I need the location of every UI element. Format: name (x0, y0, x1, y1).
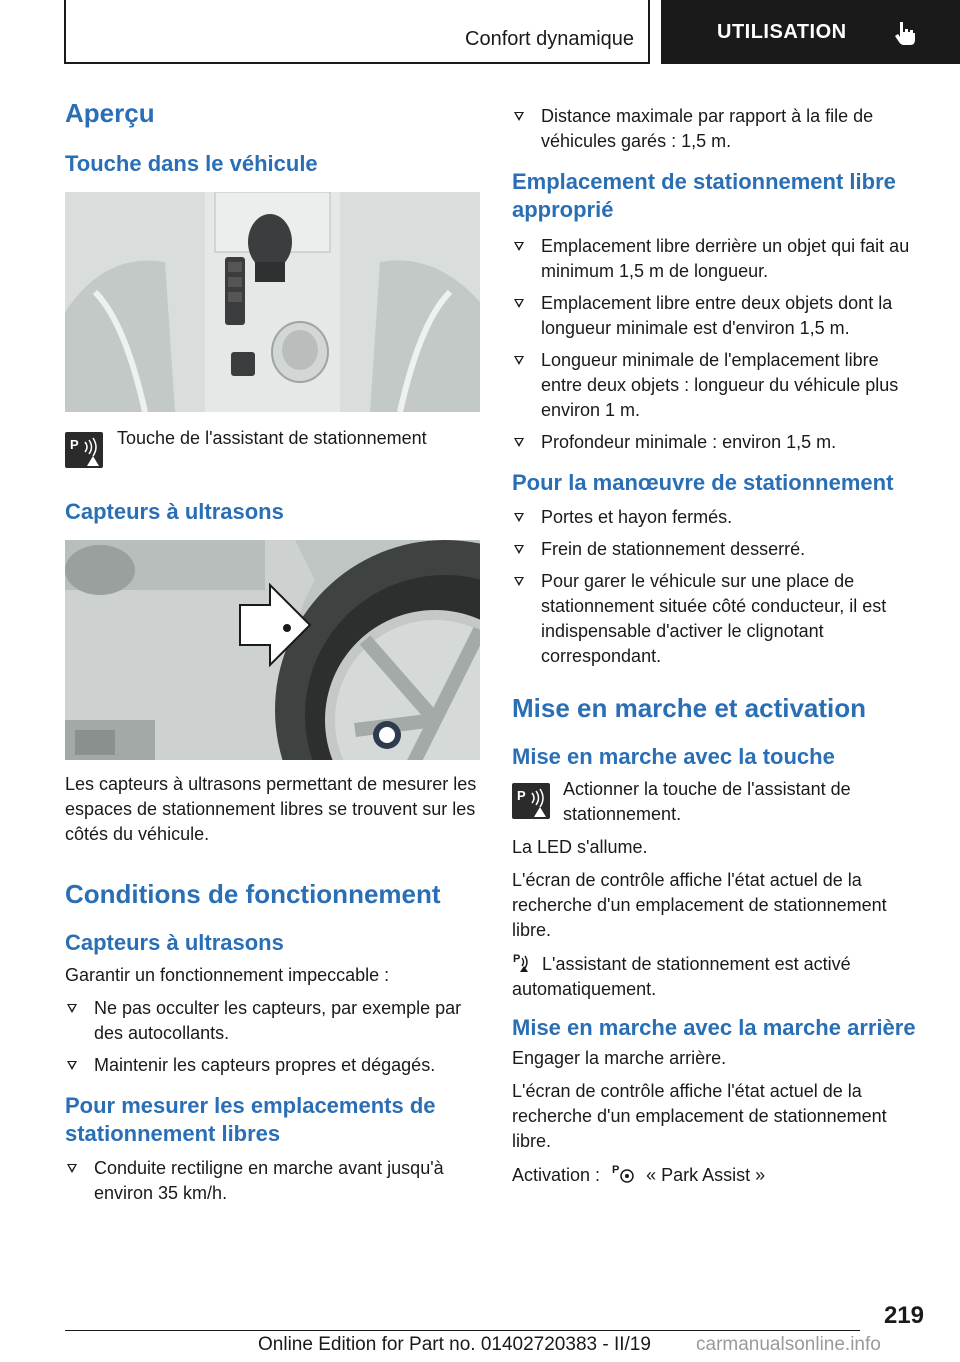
capteurs-text: Les capteurs à ultrasons permettant de mesurer les espaces de stationnement libres se trouvent sur les côtés du véhicule. (65, 774, 477, 844)
heading-mise-touche: Mise en marche avec la touche (512, 744, 835, 769)
ecran-text-2: L'écran de contrôle affiche l'état actuel de la recherche d'un emplacement de stationnement libre. (512, 1081, 887, 1151)
heading-mesurer: Pour mesurer les emplacements de stationnement libres (65, 1093, 436, 1146)
section-title: Confort dynamique (465, 28, 634, 50)
chapter-tab (661, 0, 960, 64)
heading-emplacement: Emplacement de stationnement libre approprié (512, 169, 896, 222)
actionner-row (512, 777, 924, 827)
park-assist-menu-icon (611, 1162, 637, 1184)
mesurer-list (65, 1156, 480, 1206)
list-item: Distance maximale par rapport à la file de véhicules garés : 1,5 m. (512, 104, 924, 154)
emplacement-list (512, 234, 924, 455)
edition-text: Online Edition for Part no. 01402720383 - II/19 (258, 1334, 651, 1355)
touche-caption: Touche de l'assistant de stationnement (117, 428, 427, 448)
heading-manoeuvre: Pour la manœuvre de stationnement (512, 470, 894, 495)
bullet-triangle-icon (514, 299, 524, 308)
heading-mise-en-marche: Mise en marche et activation (512, 693, 867, 723)
bullet-triangle-icon (514, 545, 524, 554)
console-photo (65, 192, 480, 412)
heading-capteurs-2: Capteurs à ultrasons (65, 930, 284, 955)
activation-value: « Park Assist » (646, 1165, 766, 1185)
svg-text:P: P (612, 1164, 620, 1176)
garantir-text: Garantir un fonctionnement impeccable : (65, 965, 390, 985)
activation-label: Activation : (512, 1165, 601, 1185)
park-assist-button-icon (65, 432, 103, 468)
heading-conditions: Conditions de fonctionnement (65, 879, 441, 909)
left-column (65, 96, 480, 1213)
activation-row (512, 1162, 924, 1188)
assistant-active-text: L'assistant de stationnement est activé automatiquement. (512, 954, 851, 999)
capteurs-list (65, 996, 480, 1078)
bullet-triangle-icon (67, 1004, 77, 1013)
sensor-photo (65, 540, 480, 760)
list-item: Pour garer le véhicule sur une place de stationnement située côté conducteur, il est indispensable d'activer le clignotant correspondant. (512, 569, 924, 669)
heading-mise-arriere: Mise en marche avec la marche arrière (512, 1015, 916, 1040)
bullet-triangle-icon (514, 356, 524, 365)
heading-apercu: Aperçu (65, 98, 155, 128)
bullet-triangle-icon (514, 242, 524, 251)
svg-text:P: P (70, 437, 79, 452)
list-item: Conduite rectiligne en marche avant jusqu'à environ 35 km/h. (65, 1156, 480, 1206)
list-item: Profondeur minimale : environ 1,5 m. (512, 430, 924, 455)
svg-text:P: P (513, 953, 521, 965)
list-item: Maintenir les capteurs propres et dégagés. (65, 1053, 480, 1078)
watermark-text: carmanualsonline.info (696, 1334, 881, 1355)
engager-text: Engager la marche arrière. (512, 1048, 727, 1068)
bullet-triangle-icon (67, 1061, 77, 1070)
chapter-label: UTILISATION (717, 20, 847, 43)
park-assist-active-icon (512, 951, 536, 973)
svg-text:P: P (517, 788, 526, 803)
bullet-triangle-icon (514, 112, 524, 121)
distance-list (512, 104, 924, 154)
park-assist-button-icon (512, 783, 550, 819)
bullet-triangle-icon (514, 438, 524, 447)
touche-caption-row (65, 428, 480, 468)
bullet-triangle-icon (514, 577, 524, 586)
right-column (512, 104, 924, 1188)
list-item: Portes et hayon fermés. (512, 505, 924, 530)
console-illustration (65, 192, 480, 412)
heading-capteurs: Capteurs à ultrasons (65, 499, 284, 524)
list-item: Emplacement libre entre deux objets dont la longueur minimale est d'environ 1,5 m. (512, 291, 924, 341)
heading-touche-vehicule: Touche dans le véhicule (65, 151, 318, 176)
manoeuvre-list (512, 505, 924, 669)
assistant-active-row (512, 951, 924, 1002)
bullet-triangle-icon (514, 513, 524, 522)
page-number: 219 (883, 1302, 924, 1329)
ecran-text-1: L'écran de contrôle affiche l'état actuel de la recherche d'un emplacement de stationnement libre. (512, 870, 887, 940)
sensor-illustration (65, 540, 480, 760)
list-item: Longueur minimale de l'emplacement libre entre deux objets : longueur du véhicule plus environ 1 m. (512, 348, 924, 423)
list-item: Emplacement libre derrière un objet qui fait au minimum 1,5 m de longueur. (512, 234, 924, 284)
footer-divider (65, 1330, 860, 1331)
list-item: Ne pas occulter les capteurs, par exemple par des autocollants. (65, 996, 480, 1046)
bullet-triangle-icon (67, 1164, 77, 1173)
list-item: Frein de stationnement desserré. (512, 537, 924, 562)
actionner-text: Actionner la touche de l'assistant de stationnement. (563, 779, 851, 824)
led-text: La LED s'allume. (512, 837, 648, 857)
hand-pointer-icon (891, 18, 921, 48)
